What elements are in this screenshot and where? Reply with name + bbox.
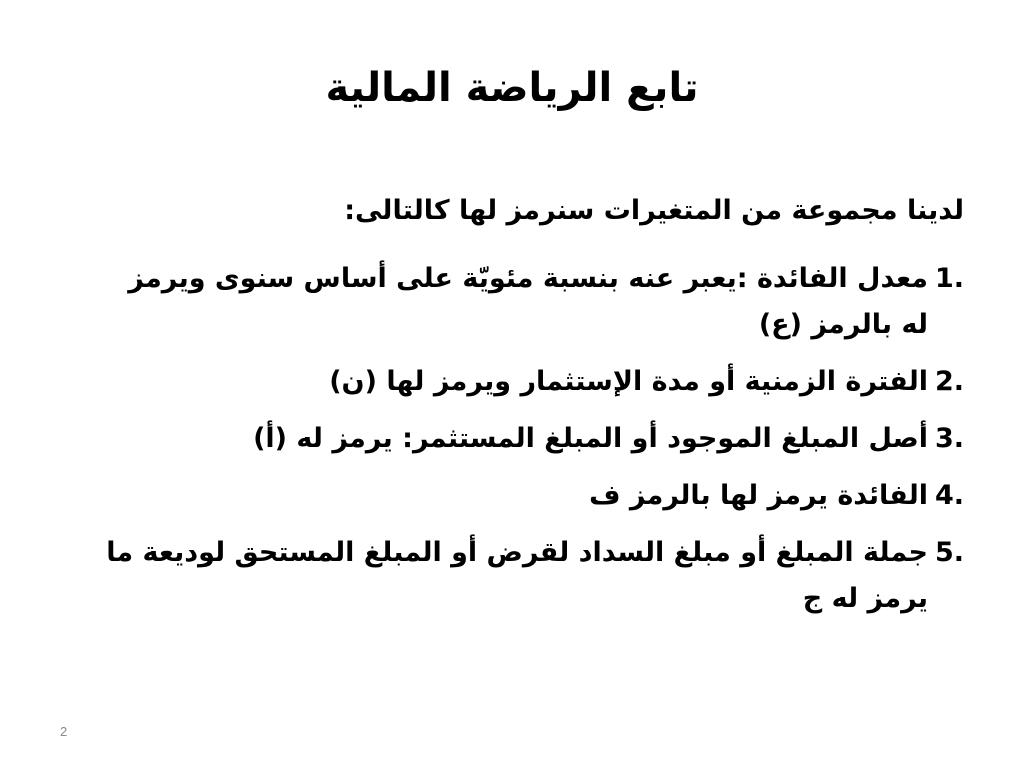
list-item-text: الفترة الزمنية أو مدة الإستثمار ويرمز لها (ن) xyxy=(329,366,928,397)
list-item xyxy=(104,416,964,462)
list-item-number: 4. xyxy=(934,480,964,511)
list-item-text: جملة المبلغ أو مبلغ السداد لقرض أو المبلغ المستحق لوديعة ما يرمز له ج xyxy=(106,537,928,614)
list-item-number: 5. xyxy=(934,537,964,568)
list-item-number: 1. xyxy=(934,263,964,294)
list-item-number: 2. xyxy=(934,366,964,397)
page-number: 2 xyxy=(60,724,68,739)
list-item xyxy=(104,359,964,405)
variables-list xyxy=(104,256,964,633)
list-item-text: معدل الفائدة :يعبر عنه بنسبة مئويّة على أساس سنوى ويرمز له بالرمز (ع) xyxy=(128,263,928,340)
intro-text: لدينا مجموعة من المتغيرات سنرمز لها كالتالى: xyxy=(344,195,964,226)
slide-title: تابع الرياضة المالية xyxy=(325,65,699,111)
list-item-number: 3. xyxy=(934,423,964,454)
list-item xyxy=(104,256,964,348)
list-item-text: الفائدة يرمز لها بالرمز ف xyxy=(589,480,928,511)
list-item-text: أصل المبلغ الموجود أو المبلغ المستثمر: يرمز له (أ) xyxy=(253,423,928,454)
list-item xyxy=(104,530,964,622)
list-item xyxy=(104,473,964,519)
